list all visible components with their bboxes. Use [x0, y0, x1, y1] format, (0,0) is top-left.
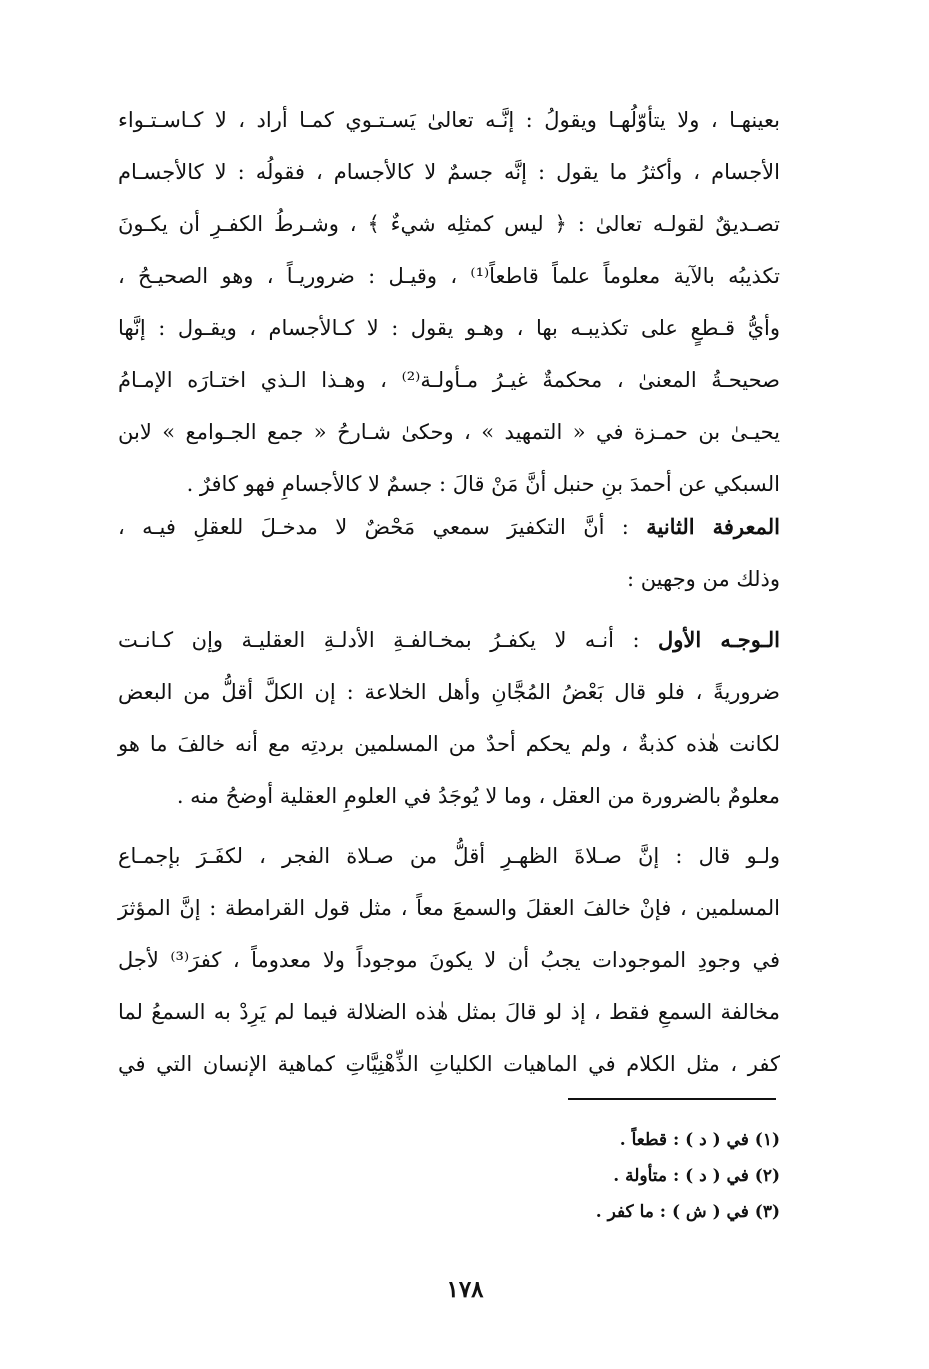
text-line: في وجودِ الموجودات يجبُ أن لا يكونَ موجوداً ولا معدوماً ، كفرَ⁽³⁾ لأجل	[118, 948, 780, 972]
text-line: الأجسام ، وأكثرُ ما يقول : إنَّه جسمٌ لا كالأجسام ، فقولُه : لا كالأجسـام	[118, 160, 780, 184]
text-line: مخالفة السمعِ فقط ، إذ لو قالَ بمثل هٰذه الضلالة فيما لم يَرِدْ به السمعُ لما	[118, 1000, 780, 1024]
paragraph-4	[118, 830, 780, 1090]
section-lead: الـوجـه الأول	[658, 627, 780, 652]
text-line: لكانت هٰذه كذبةٌ ، ولم يحكم أحدٌ من المسلمين بردتِه مع أنه خالفَ ما هو	[118, 732, 780, 756]
paragraph-1	[118, 94, 780, 510]
text-fragment: : أنَّ التكفيرَ سمعي مَحْضٌ لا مدخـلَ للعقلِ فيـه ،	[118, 515, 647, 539]
text-line: كفر ، مثل الكلام في الماهيات الكلياتِ الذِّهْنِيَّاتِ كماهية الإنسان التي في	[118, 1052, 780, 1076]
text-fragment: : أنـه لا يكفـرُ بمخـالفـةِ الأدلـةِ العقليـة وإن كـانـت	[118, 628, 659, 652]
text-line: ضروريةً ، فلو قال بَعْضُ المُجَّانِ وأهل الخلاعة : إن الكلَّ أقلُّ من البعض	[118, 680, 780, 704]
text-line: وذلك من وجهين :	[626, 567, 780, 591]
text-line: بعينهـا ، ولا يتأوّلُهـا ويقولُ : إنَّـه تعالىٰ يَسـتـوي كمـا أراد ، لا كـاسـتـواء	[118, 108, 780, 132]
text-line: ولـو قال : إنَّ صـلاةَ الظهـرِ أقلُّ من صـلاة الفجر ، لكفَـرَ بإجمـاع	[118, 844, 780, 868]
text-line: يحيـىٰ بن حمـزة في « التمهيد » ، وحكىٰ شـارحُ « جمع الجـوامع » لابن	[118, 420, 780, 444]
page-number: ١٧٨	[446, 1276, 484, 1303]
text-line: تكذيبُه بالآية معلوماً علماً قاطعاً⁽¹⁾ ، وقيـل : ضروريـاً ، وهو الصحيـحُ ،	[118, 264, 781, 288]
text-line: المسلمين ، فإنْ خالفَ العقلَ والسمعَ معاً ، مثل قول القرامطة : إنَّ المؤثرَ	[118, 896, 780, 920]
text-line: معلومٌ بالضرورة من العقل ، وما لا يُوجَدُ في العلومِ العقلية أوضحُ منه .	[176, 784, 780, 808]
footnote-divider	[568, 1098, 776, 1100]
footnote-2: (٢) في ( د ) : متأولة .	[613, 1166, 780, 1186]
footnote-3: (٣) في ( ش ) : ما كفر .	[595, 1202, 780, 1222]
text-line: صحيحـةُ المعنىٰ ، محكمةٌ غيـرُ مـأولـة⁽²⁾ ، وهـذا الـذي اختـارَه الإمـامُ	[118, 368, 780, 392]
text-line	[118, 614, 780, 666]
paragraph-3	[118, 614, 780, 822]
section-lead: المعرفة الثانية	[646, 514, 781, 539]
footnotes	[400, 1122, 780, 1230]
paragraph-2	[118, 501, 780, 605]
footnote-1: (١) في ( د ) : قطعاً .	[619, 1130, 780, 1150]
text-line: السبكي عن أحمدَ بنِ حنبل أنَّ مَنْ قالَ : جسمٌ لا كالأجسامِ فهو كافرٌ .	[186, 472, 780, 496]
text-line: تصـديقٌ لقولـه تعالىٰ : ﴿ ليس كمثلِه شيءٌ ﴾ ، وشـرطُ الكفـرِ أن يكـونَ	[118, 212, 780, 236]
text-line: وأيُّ قـطعٍ على تكذيبـه بها ، وهـو يقول : لا كـالأجسام ، ويقـول : إنَّها	[118, 316, 780, 340]
text-line	[118, 501, 780, 553]
